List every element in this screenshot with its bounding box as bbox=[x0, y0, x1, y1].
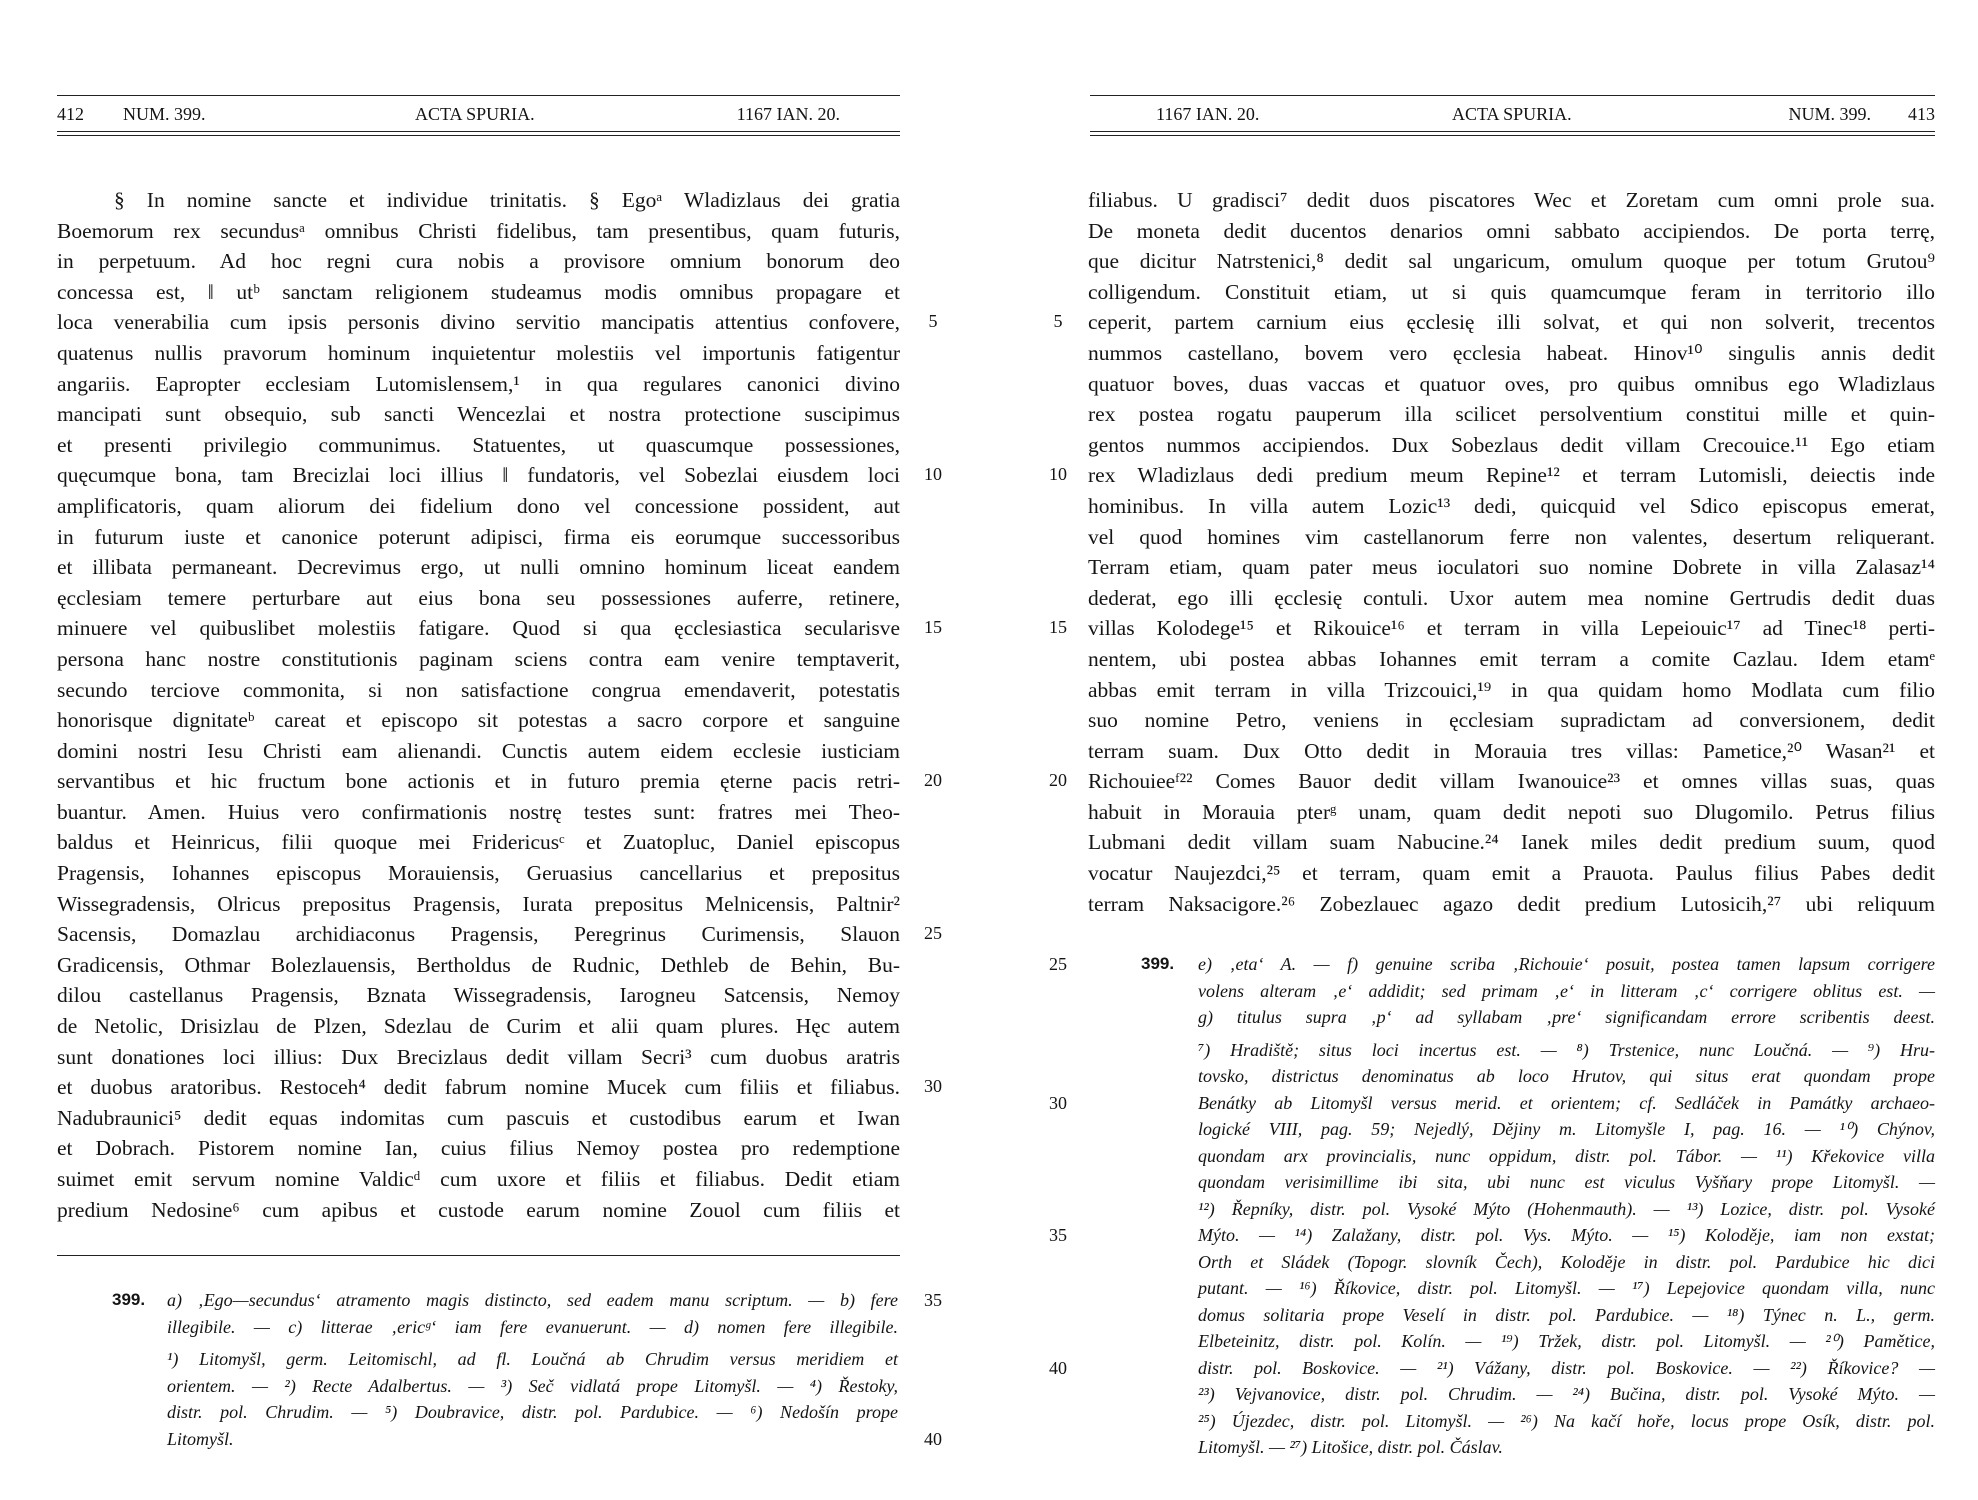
text-line: sunt donationes loci illius: Dux Brecizlaus dedit villam Secri³ cum duobus aratris bbox=[57, 1044, 900, 1069]
footnote-line: g) titulus supra ‚p‘ ad syllabam ‚pre‘ significandam errore scribentis deest. bbox=[1198, 1007, 1935, 1027]
line-number: 20 bbox=[1049, 770, 1067, 791]
footnote-line: tovsko, districtus denominatus ab loco Hrutov, qui situs erat quondam prope bbox=[1198, 1066, 1935, 1086]
footnote-line: Litomyšl. — ²⁷) Litošice, distr. pol. Čáslav. bbox=[1198, 1437, 1503, 1457]
text-line: et duobus aratoribus. Restoceh⁴ dedit fabrum nomine Mucek cum filiis et filiabus. bbox=[57, 1075, 900, 1100]
footnotes bbox=[167, 1287, 898, 1452]
text-line: concessa est, ‖ utᵇ sanctam religionem studeamus modis omnibus propagare et bbox=[57, 279, 900, 304]
footnote-line: domus solitaria prope Veselí in distr. pol. Pardubice. — ¹⁸) Týnec n. L., germ. bbox=[1198, 1304, 1935, 1325]
header-bottom-rule bbox=[1090, 131, 1935, 132]
text-line: Wissegradensis, Olricus prepositus Pragensis, Iurata prepositus Melnicensis, Paltnir² bbox=[57, 891, 900, 916]
text-line: rex Wladizlaus dedi predium meum Repine¹² et terram Lutomisli, deiectis inde bbox=[1088, 463, 1935, 488]
text-line: et illibata permaneant. Decrevimus ergo, ut nulli omnino hominum liceat eandem bbox=[57, 555, 900, 580]
text-line: nummos castellano, bovem vero ęcclesia habeat. Hinov¹⁰ singulis annis dedit bbox=[1088, 340, 1935, 365]
document-number: NUM. 399. bbox=[123, 104, 206, 124]
text-line: Terram etiam, quam pater meus ioculatori suo nomine Dobrete in villa Zalasaz¹⁴ bbox=[1088, 555, 1935, 580]
footnote-line: volens alteram ‚e‘ addidit; sed primam ‚e‘ in litteram ‚c‘ corrigere oblitus est. — bbox=[1198, 980, 1935, 1001]
charter-text bbox=[57, 185, 900, 1225]
footnote-label: 399. bbox=[112, 1290, 146, 1309]
footnote-line: ⁷) Hradiště; situs loci incertus est. — ⁸) Trstenice, nunc Loučná. — ⁹) Hru- bbox=[1198, 1039, 1935, 1060]
footnote-line-number: 35 bbox=[1049, 1225, 1067, 1245]
text-line: buantur. Amen. Huius vero confirmationis nostrę testes sunt: fratres mei Theo- bbox=[57, 799, 900, 824]
text-line: que dicitur Natrstenici,⁸ dedit sal ungaricum, omulum quoque per totum Grutou⁹ bbox=[1088, 249, 1935, 274]
text-line: quęcumque bona, tam Brecizlai loci illius ‖ fundatoris, vel Sobezlai eiusdem loci bbox=[57, 463, 900, 488]
text-line: honorisque dignitateᵇ careat et episcopo sit potestas a sacro corpore et sanguine bbox=[57, 708, 900, 733]
header-top-rule bbox=[1090, 95, 1935, 96]
text-line: rex postea rogatu pauperum illa scilicet persolventium constitui mille et quin- bbox=[1088, 402, 1935, 427]
line-number: 15 bbox=[1049, 617, 1067, 638]
text-line: in futurum iuste et canonice poterunt adipisci, firma eis eorumque successoribus bbox=[57, 524, 900, 549]
text-line: ceperit, partem carnium eius ęcclesię illi solvat, et qui non solverit, trecentos bbox=[1088, 310, 1935, 335]
text-line: dederat, ego illi ęcclesię contuli. Uxor autem mea nomine Gertrudis dedit duas bbox=[1088, 585, 1935, 610]
text-line: terram suam. Dux Otto dedit in Morauia tres villas: Pametice,²⁰ Wasan²¹ et bbox=[1088, 738, 1935, 763]
line-number: 10 bbox=[1049, 464, 1067, 485]
footnote-line: Benátky ab Litomyšl versus merid. et orientem; cf. Sedláček in Památky archaeo- bbox=[1198, 1092, 1935, 1113]
text-line: et presenti privilegio communimus. Statuentes, ut quascumque possessiones, bbox=[57, 432, 900, 457]
header-bottom-rule-2 bbox=[1090, 135, 1935, 136]
footnote-line: quondam arx provincialis, nunc oppidum, distr. pol. Tábor. — ¹¹) Křekovice villa bbox=[1198, 1145, 1935, 1166]
line-number: 30 bbox=[924, 1076, 942, 1097]
text-line: quatuor boves, duas vaccas et quatuor oves, pro quibus omnibus ego Wladizlaus bbox=[1088, 371, 1935, 396]
text-line: filiabus. U gradisci⁷ dedit duos piscatores Wec et Zoretam cum omni prole sua. bbox=[1088, 188, 1935, 212]
text-line: ęcclesiam temere perturbare aut eius bona seu possessiones auferre, retinere, bbox=[57, 585, 900, 610]
right-page bbox=[989, 0, 1978, 1500]
text-line: suo nomine Petro, veniens in ęcclesiam supradictam ad conversionem, dedit bbox=[1088, 708, 1935, 733]
footnote-line: Litomyšl. bbox=[167, 1428, 234, 1449]
line-number: 25 bbox=[924, 923, 942, 944]
footnote-line-number: 40 bbox=[924, 1428, 942, 1449]
footnote-line: ²⁵) Újezdec, distr. pol. Litomyšl. — ²⁶) Na kačí hoře, locus prope Osík, distr. pol. bbox=[1198, 1410, 1935, 1431]
text-line: Nadubraunici⁵ dedit equas indomitas cum pascuis et custodibus earum et Iwan bbox=[57, 1105, 900, 1130]
text-line: hominibus. In villa autem Lozic¹³ dedi, quicquid vel Sdico episcopus emerat, bbox=[1088, 493, 1935, 518]
text-line: nentem, ubi postea abbas Iohannes emit terram a comite Cazlau. Idem etamᵉ bbox=[1088, 646, 1935, 671]
text-line: abbas emit terram in villa Trizcouici,¹⁹ in qua quidam homo Modlata cum filio bbox=[1088, 677, 1935, 702]
text-line: amplificatoris, quam aliorum dei fidelium dono vel concessione possident, aut bbox=[57, 493, 900, 518]
text-line: baldus et Heinricus, filii quoque mei Fridericusᶜ et Zuatopluc, Daniel episcopus bbox=[57, 830, 900, 855]
text-line: servantibus et hic fructum bone actionis et in futuro premia ęterne pacis retri- bbox=[57, 769, 900, 794]
footnote-line: quondam verisimillime ibi sita, ubi nunc est viculus Vyšňary prope Litomyšl. — bbox=[1198, 1172, 1935, 1192]
page-header bbox=[57, 100, 900, 128]
line-number: 15 bbox=[924, 617, 942, 638]
text-line: suimet emit servum nomine Valdicᵈ cum uxore et filiis et filiabus. Dedit etiam bbox=[57, 1167, 900, 1191]
text-line: Boemorum rex secundusᵃ omnibus Christi fidelibus, tam presentibus, quam futuris, bbox=[57, 218, 900, 243]
text-line: et Dobrach. Pistorem nomine Ian, cuius filius Nemoy postea pro redemptione bbox=[57, 1136, 900, 1161]
text-line: mancipati sunt obsequio, sub sancti Wencezlai et nostra protectione suscipimus bbox=[57, 402, 900, 427]
text-line: Sacensis, Domazlau archidiaconus Pragensis, Peregrinus Curimensis, Slauon bbox=[57, 922, 900, 947]
page-header bbox=[1090, 100, 1935, 128]
line-number: 20 bbox=[924, 770, 942, 791]
footnote-line: e) ‚eta‘ A. — f) genuine scriba ‚Richouie‘ posuit, postea tamen lapsum corrigere bbox=[1198, 954, 1935, 974]
text-line: in perpetuum. Ad hoc regni cura nobis a provisore omnium bonorum deo bbox=[57, 249, 900, 274]
line-number: 10 bbox=[924, 464, 942, 485]
text-line: Gradicensis, Othmar Bolezlauensis, Bertholdus de Rudnic, Dethleb de Behin, Bu- bbox=[57, 952, 900, 977]
running-title: ACTA SPURIA. bbox=[415, 104, 535, 124]
footnote-separator bbox=[57, 1255, 900, 1256]
document-date: 1167 IAN. 20. bbox=[1156, 104, 1260, 124]
line-number: 5 bbox=[1053, 311, 1063, 332]
header-bottom-rule-2 bbox=[57, 135, 900, 136]
footnote-line: illegibile. — c) litterae ‚ericᵍ‘ iam fere evanuerunt. — d) nomen fere illegibile. bbox=[167, 1316, 898, 1337]
footnote-line: a) ‚Ego—secundus‘ atramento magis distincto, sed eadem manu scriptum. — b) fere bbox=[167, 1290, 898, 1310]
text-line: secundo terciove commonita, si non satisfactione congrua emendaverit, potestatis bbox=[57, 677, 900, 702]
footnotes bbox=[1198, 951, 1935, 1461]
text-line: colligendum. Constituit etiam, ut si quis quamcumque feram in territorio illo bbox=[1088, 279, 1935, 304]
text-line: de Netolic, Drisizlau de Plzen, Sdezlau de Curim et alii quam plures. Hęc autem bbox=[57, 1014, 900, 1039]
header-top-rule bbox=[57, 95, 900, 96]
text-line: De moneta dedit ducentos denarios omni sabbato accipiendos. De porta terrę, bbox=[1088, 218, 1935, 243]
header-bottom-rule bbox=[57, 131, 900, 132]
footnote-line-number: 30 bbox=[1049, 1092, 1067, 1113]
footnote-line: distr. pol. Chrudim. — ⁵) Doubravice, distr. pol. Pardubice. — ⁶) Nedošín prope bbox=[167, 1402, 898, 1422]
footnote-line-number: 40 bbox=[1049, 1357, 1067, 1378]
footnote-line: Elbeteinitz, distr. pol. Kolín. — ¹⁹) Tržek, distr. pol. Litomyšl. — ²⁰) Pamětice, bbox=[1198, 1331, 1935, 1351]
text-line: gentos nummos accipiendos. Dux Sobezlaus dedit villam Crecouice.¹¹ Ego etiam bbox=[1088, 432, 1935, 457]
text-line: § In nomine sancte et individue trinitatis. § Egoᵃ Wladizlaus dei gratia bbox=[114, 188, 900, 212]
footnote-line-number: 25 bbox=[1049, 954, 1067, 974]
text-line: vocatur Naujezdci,²⁵ et terram, quam emit a Prauota. Paulus filius Pabes dedit bbox=[1088, 861, 1935, 886]
text-line: loca venerabilia cum ipsis personis divino servitio mancipatis attentius confovere, bbox=[57, 310, 900, 335]
footnote-line: logické VIII, pag. 59; Nejedlý, Dějiny m. Litomyšle I, pag. 16. — ¹⁰) Chýnov, bbox=[1198, 1119, 1935, 1139]
text-line: Pragensis, Iohannes episcopus Morauiensis, Geruasius cancellarius et prepositus bbox=[57, 861, 900, 886]
text-line: quatenus nullis pravorum hominum inquietentur molestiis vel importunis fatigentur bbox=[57, 340, 900, 365]
page-number: 413 bbox=[1908, 104, 1935, 124]
footnote-line: ²³) Vejvanovice, distr. pol. Chrudim. — ²⁴) Bučina, distr. pol. Vysoké Mýto. — bbox=[1198, 1384, 1935, 1404]
footnote-line: putant. — ¹⁶) Říkovice, distr. pol. Litomyšl. — ¹⁷) Lepejovice quondam villa, nunc bbox=[1198, 1278, 1935, 1298]
running-title: ACTA SPURIA. bbox=[1452, 104, 1572, 124]
footnote-line: distr. pol. Boskovice. — ²¹) Vážany, distr. pol. Boskovice. — ²²) Říkovice? — bbox=[1198, 1357, 1935, 1378]
page-number: 412 bbox=[57, 104, 84, 124]
document-number: NUM. 399. bbox=[1788, 104, 1871, 124]
text-line: angariis. Eapropter ecclesiam Lutomislensem,¹ in qua regulares canonici divino bbox=[57, 371, 900, 396]
text-line: domini nostri Iesu Christi eam alienandi. Cunctis autem eidem ecclesie iusticiam bbox=[57, 738, 900, 763]
text-line: habuit in Morauia pterᵍ unam, quam dedit nepoti suo Dlugomilo. Petrus filius bbox=[1088, 799, 1935, 824]
footnote-line: ¹²) Řepníky, distr. pol. Vysoké Mýto (Hohenmauth). — ¹³) Lozice, distr. pol. Vysoké bbox=[1198, 1198, 1935, 1219]
text-line: predium Nedosine⁶ cum apibus et custode earum nomine Zouol cum filiis et bbox=[57, 1197, 900, 1222]
text-line: vel quod homines vim castellanorum ferre non valentes, desertum reliquerant. bbox=[1088, 524, 1935, 549]
line-number: 5 bbox=[928, 311, 938, 332]
footnote-line: ¹) Litomyšl, germ. Leitomischl, ad fl. Loučná ab Chrudim versus meridiem et bbox=[167, 1349, 898, 1369]
footnote-line: Orth et Sládek (Topogr. slovník Čech), Koloděje in distr. pol. Pardubice hic dici bbox=[1198, 1251, 1935, 1272]
footnote-line-number: 35 bbox=[924, 1290, 942, 1310]
footnote-line: Mýto. — ¹⁴) Zalažany, distr. pol. Vys. Mýto. — ¹⁵) Koloděje, iam non exstat; bbox=[1198, 1225, 1935, 1245]
document-date: 1167 IAN. 20. bbox=[736, 104, 840, 124]
footnote-label: 399. bbox=[1141, 954, 1175, 973]
footnote-line: orientem. — ²) Recte Adalbertus. — ³) Seč vidlatá prope Litomyšl. — ⁴) Řestoky, bbox=[167, 1375, 898, 1396]
text-line: villas Kolodege¹⁵ et Rikouice¹⁶ et terram in villa Lepeiouic¹⁷ ad Tinec¹⁸ perti- bbox=[1088, 616, 1935, 641]
text-line: Richouieeᶠ²² Comes Bauor dedit villam Iwanouice²³ et omnes villas suas, quas bbox=[1088, 769, 1935, 794]
text-line: persona hanc nostre constitutionis paginam sciens contra eam venire temptaverit, bbox=[57, 646, 900, 671]
charter-text bbox=[1088, 185, 1935, 919]
text-line: dilou castellanus Pragensis, Bznata Wissegradensis, Iarogneu Satcensis, Nemoy bbox=[57, 983, 900, 1008]
text-line: Lubmani dedit villam suam Nabucine.²⁴ Ianek miles dedit predium suum, quod bbox=[1088, 830, 1935, 855]
text-line: terram Naksacigore.²⁶ Zobezlauec agazo dedit predium Lutosicih,²⁷ ubi reliquum bbox=[1088, 891, 1935, 916]
text-line: minuere vel quibuslibet molestiis fatigare. Quod si qua ęcclesiastica secularisve bbox=[57, 616, 900, 641]
